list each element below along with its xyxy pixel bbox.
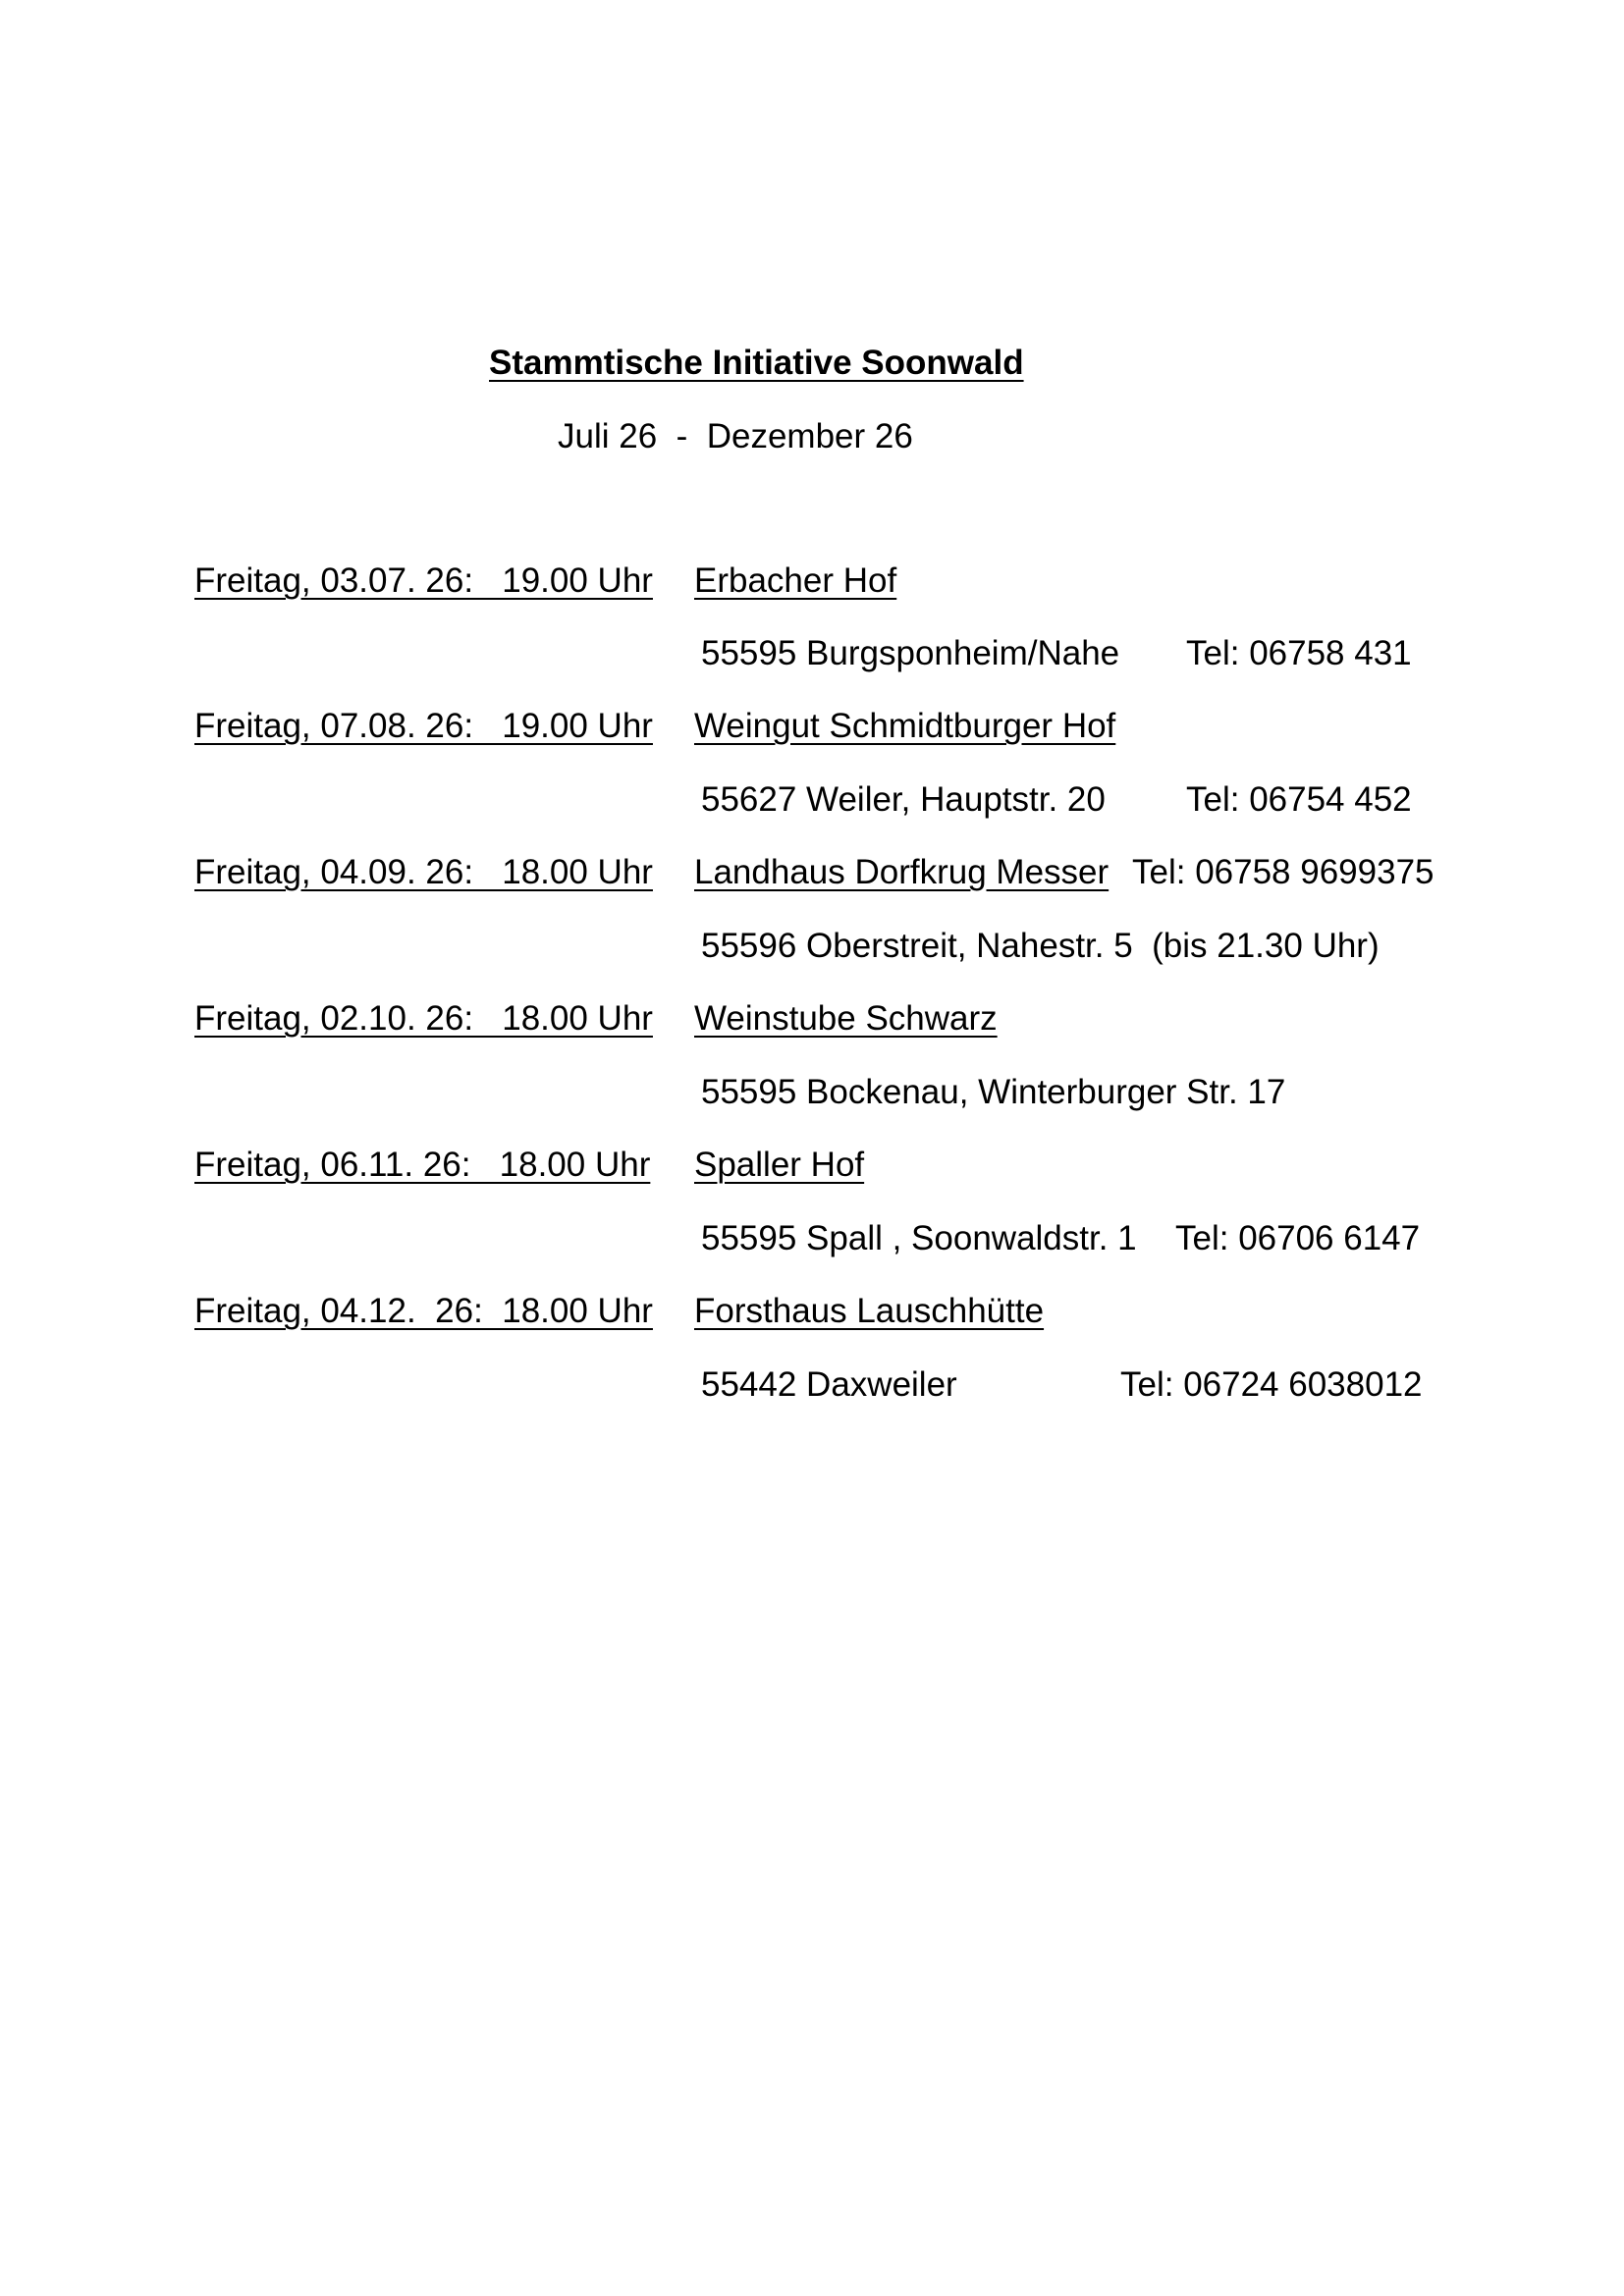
event-address: 55595 Burgsponheim/Nahe <box>701 634 1120 672</box>
event-date: Freitag, 07.08. 26: 19.00 Uhr <box>194 707 653 745</box>
event-phone: Tel: 06758 9699375 <box>1132 853 1435 891</box>
event-date: Freitag, 06.11. 26: 18.00 Uhr <box>194 1146 651 1184</box>
event-date: Freitag, 04.12. 26: 18.00 Uhr <box>194 1292 653 1330</box>
event-address: 55595 Spall , Soonwaldstr. 1 <box>701 1219 1137 1257</box>
event-venue: Spaller Hof <box>694 1146 865 1184</box>
document-period: Juli 26 - Dezember 26 <box>558 417 913 455</box>
document-title: Stammtische Initiative Soonwald <box>489 344 1024 382</box>
event-date: Freitag, 03.07. 26: 19.00 Uhr <box>194 561 653 600</box>
event-venue: Weinstube Schwarz <box>694 999 998 1038</box>
event-address: 55595 Bockenau, Winterburger Str. 17 <box>701 1073 1286 1111</box>
event-venue: Weingut Schmidtburger Hof <box>694 707 1116 745</box>
event-address: 55596 Oberstreit, Nahestr. 5 (bis 21.30 Uhr) <box>701 927 1380 965</box>
event-date: Freitag, 02.10. 26: 18.00 Uhr <box>194 999 653 1038</box>
event-phone: Tel: 06758 431 <box>1186 634 1412 672</box>
event-venue: Forsthaus Lauschhütte <box>694 1292 1045 1330</box>
event-address: 55442 Daxweiler <box>701 1365 957 1404</box>
event-phone: Tel: 06706 6147 <box>1175 1219 1421 1257</box>
event-phone: Tel: 06724 6038012 <box>1120 1365 1423 1404</box>
event-date: Freitag, 04.09. 26: 18.00 Uhr <box>194 853 653 891</box>
event-venue: Landhaus Dorfkrug Messer <box>694 853 1110 891</box>
event-address: 55627 Weiler, Hauptstr. 20 <box>701 780 1106 819</box>
event-venue: Erbacher Hof <box>694 561 897 600</box>
event-phone: Tel: 06754 452 <box>1186 780 1412 819</box>
